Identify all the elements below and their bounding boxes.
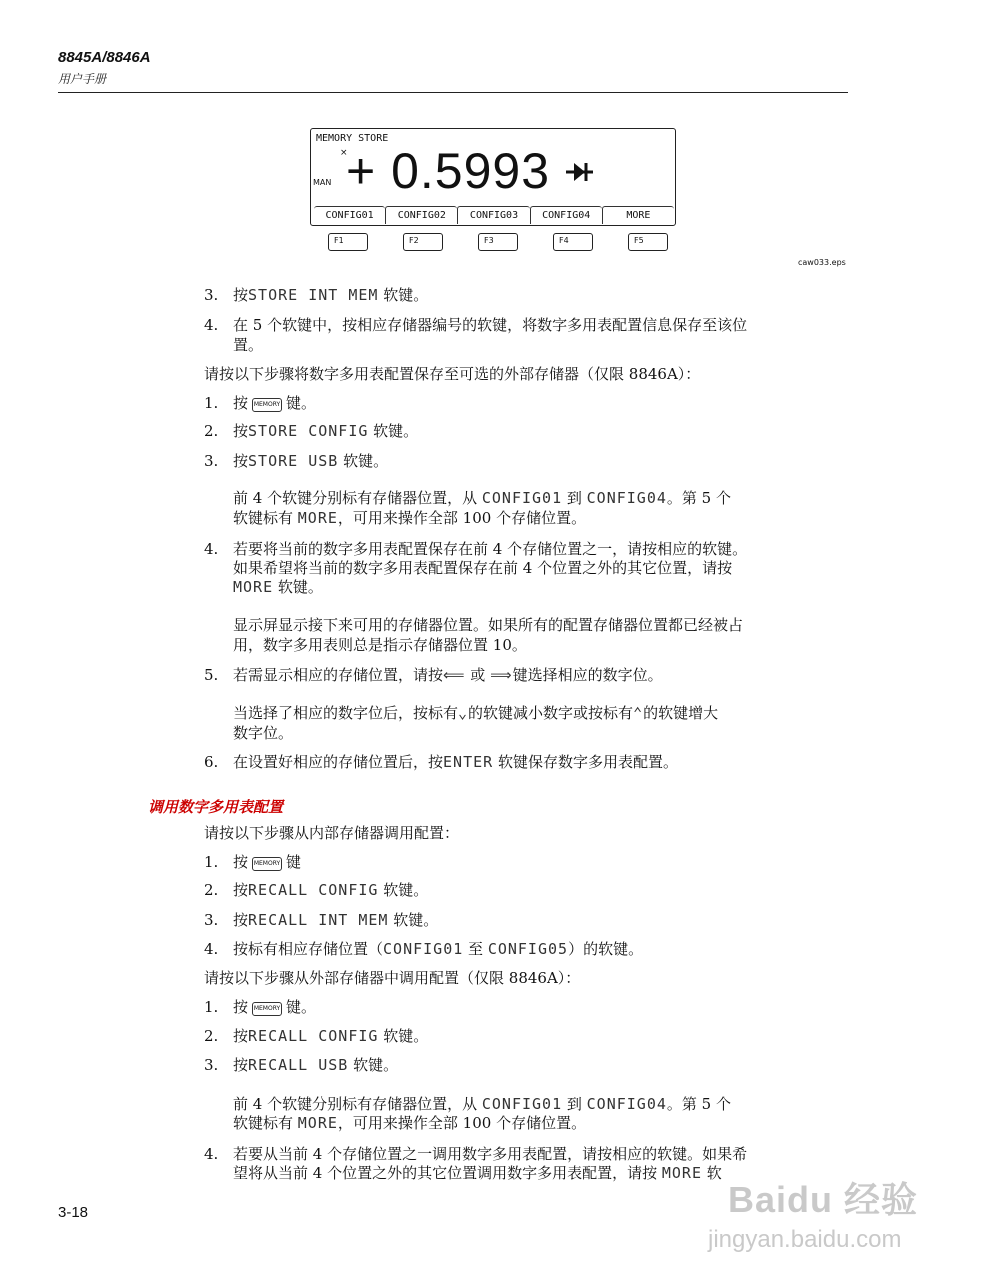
external-recall-intro: 请按以下步骤从外部存储器中调用配置（仅限 8846A）： (204, 969, 581, 987)
paragraph-line: 用，数字多用表则总是指示存储器位置 10。 (233, 636, 527, 654)
external-store-intro: 请按以下步骤将数字多用表配置保存至可选的外部存储器（仅限 8846A）： (204, 365, 701, 383)
step-number: 2. (204, 881, 219, 899)
step-text: 置。 (233, 336, 264, 354)
softkey-name: STORE CONFIG (248, 422, 369, 440)
diode-icon (566, 160, 594, 184)
step-press-memory: 按 MEMORY 键。 (233, 394, 317, 412)
watermark-url: jingyan.baidu.com (708, 1226, 902, 1253)
step-number: 4. (204, 316, 219, 334)
step-number: 1. (204, 998, 219, 1016)
softkey-config01[interactable]: CONFIG01 (314, 206, 385, 224)
step-enter: 在设置好相应的存储位置后，按ENTER 软键保存数字多用表配置。 (233, 753, 678, 771)
memory-key-icon: MEMORY (252, 857, 282, 871)
softkey-config03[interactable]: CONFIG03 (457, 206, 529, 224)
softkey-name: RECALL CONFIG (248, 1027, 379, 1045)
step-number: 1. (204, 394, 219, 412)
left-arrow-key-icon: ⟸ (443, 666, 466, 684)
step-text: 若要将当前的数字多用表配置保存在前 4 个存储位置之一，请按相应的软键。 (233, 540, 748, 558)
page-number: 3-18 (58, 1204, 89, 1221)
step-number: 4. (204, 540, 219, 558)
manual-model-title: 8845A/8846A (58, 49, 151, 66)
step-number: 1. (204, 853, 219, 871)
step-store-config: 按STORE CONFIG 软键。 (233, 422, 419, 440)
step-number: 3. (204, 452, 219, 470)
right-arrow-key-icon: ⟹ (490, 666, 513, 684)
step-text: 如果希望将当前的数字多用表配置保存在前 4 个位置之外的其它位置，请按 (233, 559, 733, 577)
paragraph-line: 前 4 个软键分别标有存储器位置，从 CONFIG01 到 CONFIG04。第 5 个 (233, 489, 731, 507)
step-number: 3. (204, 911, 219, 929)
step-number: 3. (204, 1056, 219, 1074)
step-text: 望将从当前 4 个位置之外的其它位置调用数字多用表配置，请按 MORE 软 (233, 1164, 722, 1182)
softkey-name: RECALL CONFIG (248, 881, 379, 899)
softkey-config04[interactable]: CONFIG04 (530, 206, 602, 224)
increase-icon: ⌃ (633, 704, 644, 722)
lcd-mode-label: MEMORY STORE (316, 133, 389, 144)
f5-key[interactable]: F5 (628, 233, 668, 251)
manual-subtitle: 用户手册 (58, 72, 107, 86)
paragraph-line: 显示屏显示接下来可用的存储器位置。如果所有的配置存储器位置都已经被占 (233, 616, 744, 634)
softkey-config02[interactable]: CONFIG02 (385, 206, 457, 224)
paragraph-line: 软键标有 MORE，可用来操作全部 100 个存储位置。 (233, 509, 587, 527)
step-number: 4. (204, 1145, 219, 1163)
softkey-more[interactable]: MORE (602, 206, 674, 224)
step-select-digit: 若需显示相应的存储位置，请按⟸ 或 ⟹键选择相应的数字位。 (233, 666, 663, 684)
softkey-name: STORE INT MEM (248, 286, 379, 304)
f4-key[interactable]: F4 (553, 233, 593, 251)
lcd-range-indicator: MAN (313, 178, 332, 187)
step-number: 2. (204, 1027, 219, 1045)
step-number: 6. (204, 753, 219, 771)
paragraph-line: 软键标有 MORE，可用来操作全部 100 个存储位置。 (233, 1114, 587, 1132)
step-store-int-mem: 按STORE INT MEM 软键。 (233, 286, 429, 304)
f2-key[interactable]: F2 (403, 233, 443, 251)
paragraph-line: 数字位。 (233, 724, 294, 742)
step-number: 3. (204, 286, 219, 304)
step-recall-int-mem: 按RECALL INT MEM 软键。 (233, 911, 439, 929)
step-number: 4. (204, 940, 219, 958)
header-divider (58, 92, 848, 93)
step-recall-config: 按RECALL CONFIG 软键。 (233, 1027, 429, 1045)
softkey-name: STORE USB (248, 452, 339, 470)
lcd-x-mark: × (340, 148, 348, 158)
memory-key-icon: MEMORY (252, 1002, 282, 1016)
f3-key[interactable]: F3 (478, 233, 518, 251)
figure-caption: caw033.eps (798, 258, 846, 267)
section-heading: 调用数字多用表配置 (148, 798, 284, 816)
lcd-reading: + 0.5993 (346, 143, 551, 199)
paragraph-line: 当选择了相应的数字位后，按标有⌄的软键减小数字或按标有⌃的软键增大 (233, 704, 719, 722)
step-press-memory: 按 MEMORY 键。 (233, 998, 317, 1016)
step-store-usb: 按STORE USB 软键。 (233, 452, 389, 470)
function-keys (328, 233, 668, 251)
paragraph-line: 前 4 个软键分别标有存储器位置，从 CONFIG01 到 CONFIG04。第 5 个 (233, 1095, 731, 1113)
step-recall-config: 按RECALL CONFIG 软键。 (233, 881, 429, 899)
softkey-name: RECALL INT MEM (248, 911, 389, 929)
step-text: MORE 软键。 (233, 578, 323, 596)
step-select-location: 按标有相应存储位置（CONFIG01 至 CONFIG05）的软键。 (233, 940, 644, 958)
f1-key[interactable]: F1 (328, 233, 368, 251)
memory-key-icon: MEMORY (252, 398, 282, 412)
step-recall-usb: 按RECALL USB 软键。 (233, 1056, 399, 1074)
decrease-icon: ⌄ (458, 704, 469, 722)
watermark-brand: Baidu 经验 (728, 1179, 919, 1220)
step-text: 在 5 个软键中，按相应存储器编号的软键，将数字多用表配置信息保存至该位 (233, 316, 748, 334)
softkey-labels (314, 206, 674, 224)
softkey-name: RECALL USB (248, 1056, 349, 1074)
step-text: 若要从当前 4 个存储位置之一调用数字多用表配置，请按相应的软键。如果希 (233, 1145, 748, 1163)
internal-recall-intro: 请按以下步骤从内部存储器调用配置： (204, 824, 460, 842)
step-number: 2. (204, 422, 219, 440)
step-number: 5. (204, 666, 219, 684)
softkey-name: ENTER (443, 753, 494, 771)
step-press-memory: 按 MEMORY 键 (233, 853, 302, 871)
